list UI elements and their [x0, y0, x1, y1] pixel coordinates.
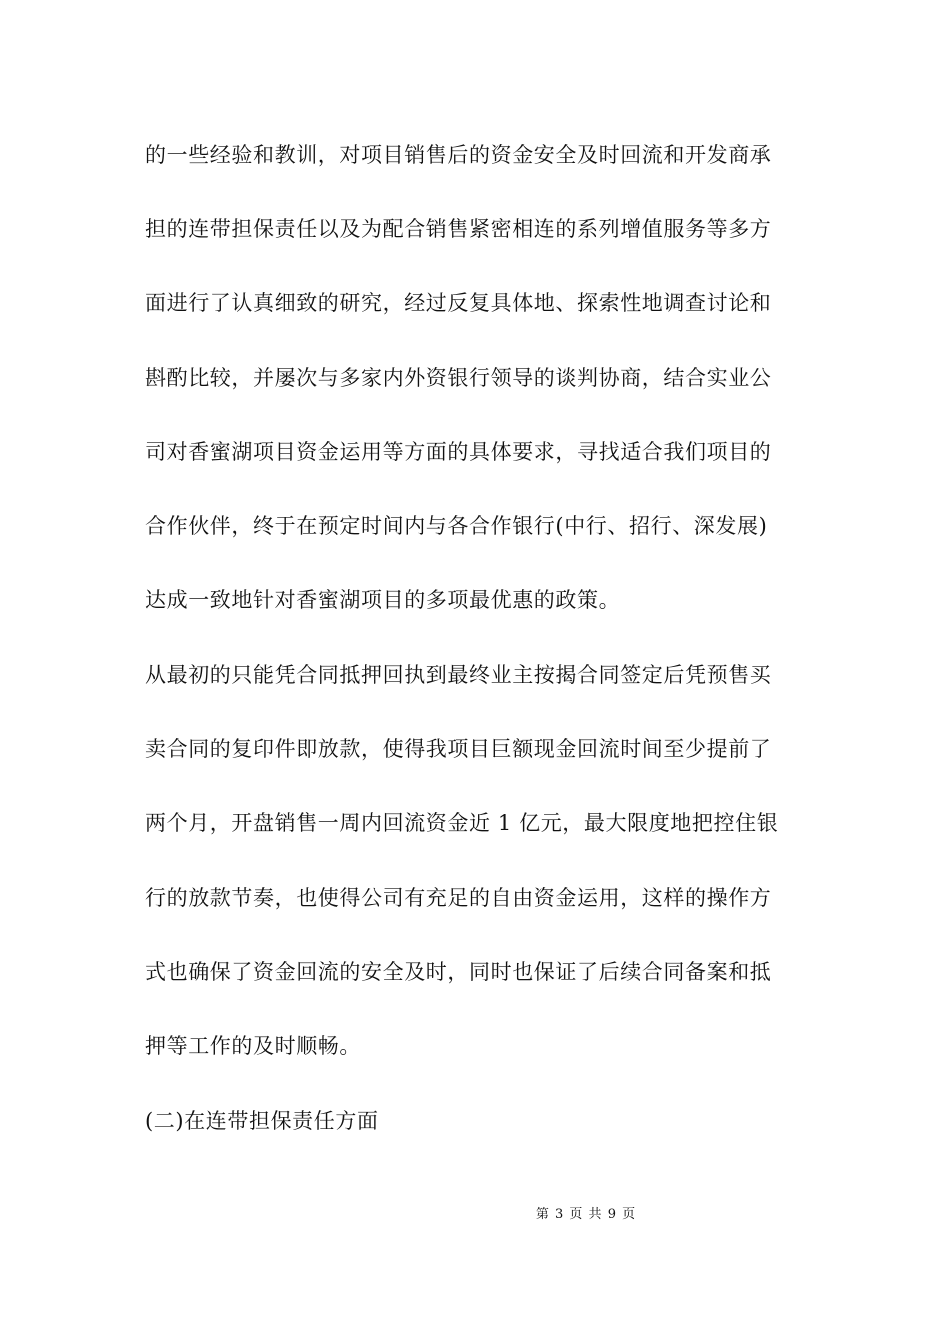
body-line-7: 达成一致地针对香蜜湖项目的多项最优惠的政策。	[145, 588, 621, 612]
body-line-12: 式也确保了资金回流的安全及时，同时也保证了后续合同备案和抵	[145, 960, 772, 984]
body-line-5: 司对香蜜湖项目资金运用等方面的具体要求，寻找适合我们项目的	[145, 440, 772, 464]
body-line-6: 合作伙伴，终于在预定时间内与各合作银行(中行、招行、深发展)	[145, 514, 768, 538]
body-line-13: 押等工作的及时顺畅。	[145, 1034, 361, 1058]
body-line-10: 两个月，开盘销售一周内回流资金近 1 亿元，最大限度地把控住银	[145, 811, 779, 835]
body-line-8: 从最初的只能凭合同抵押回执到最终业主按揭合同签定后凭预售买	[145, 663, 772, 687]
section-heading: (二)在连带担保责任方面	[145, 1109, 379, 1133]
body-line-11: 行的放款节奏，也使得公司有充足的自由资金运用，这样的操作方	[145, 886, 772, 910]
body-line-4: 斟酌比较，并屡次与多家内外资银行领导的谈判协商，结合实业公	[145, 366, 772, 390]
body-line-9: 卖合同的复印件即放款，使得我项目巨额现金回流时间至少提前了	[145, 737, 772, 761]
body-line-3: 面进行了认真细致的研究，经过反复具体地、探索性地调查讨论和	[145, 291, 772, 315]
body-line-1: 的一些经验和教训，对项目销售后的资金安全及时回流和开发商承	[145, 143, 772, 167]
body-line-2: 担的连带担保责任以及为配合销售紧密相连的系列增值服务等多方	[145, 217, 772, 241]
page-number-footer: 第 3 页 共 9 页	[535, 1207, 637, 1222]
